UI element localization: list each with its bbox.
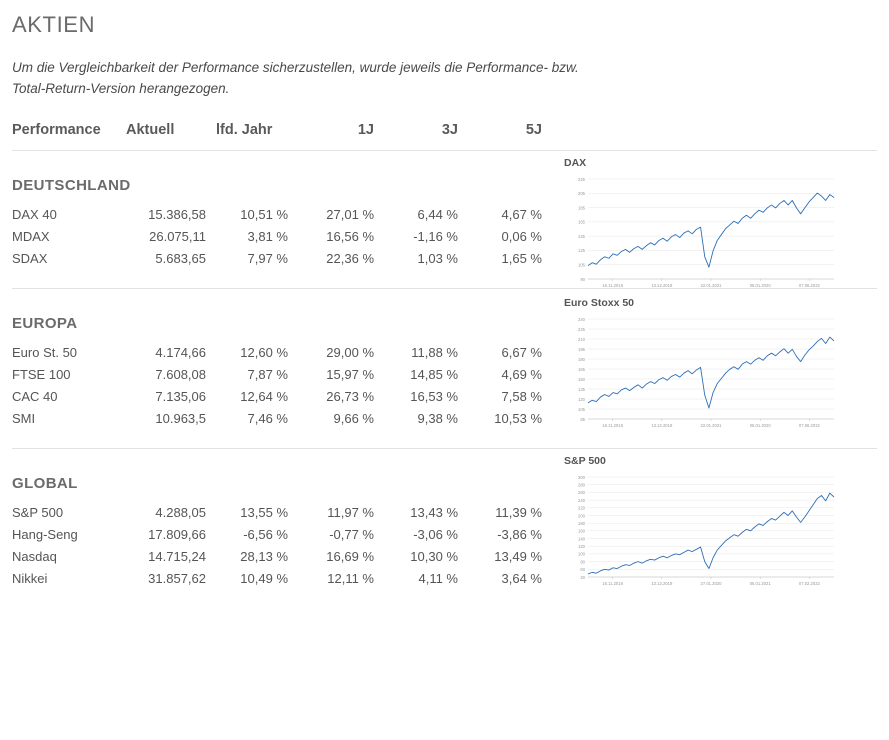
row-3j: 4,11 % [418, 571, 458, 587]
svg-text:120: 120 [578, 396, 585, 402]
row-3j: 13,43 % [410, 505, 458, 521]
row-ytd: 7,46 % [247, 411, 288, 427]
svg-text:200: 200 [578, 513, 585, 519]
svg-text:180: 180 [578, 356, 585, 362]
page-title: AKTIEN [12, 12, 96, 37]
row-3j: 11,88 % [411, 345, 458, 361]
row-5j: 10,53 % [494, 411, 542, 427]
chart-block [564, 297, 859, 433]
row-5j: 1,65 % [501, 251, 542, 267]
svg-text:120: 120 [578, 543, 585, 549]
row-aktuell: 4.174,66 [155, 345, 206, 361]
svg-text:260: 260 [578, 490, 585, 496]
table-row[interactable] [12, 204, 572, 226]
table-row[interactable] [12, 248, 572, 270]
chart-title: DAX [564, 156, 587, 169]
row-5j: 13,49 % [494, 549, 542, 565]
row-1j: 16,69 % [326, 549, 374, 565]
row-ytd: 13,55 % [240, 505, 288, 521]
index-table [12, 204, 572, 270]
svg-text:13.12.2019: 13.12.2019 [651, 580, 673, 586]
row-1j: 22,36 % [326, 251, 374, 267]
section-deutschland [12, 151, 877, 288]
index-table [12, 342, 572, 430]
svg-text:16.11.2018: 16.11.2018 [602, 422, 623, 428]
svg-text:140: 140 [578, 536, 585, 542]
svg-text:220: 220 [578, 505, 585, 511]
sections-container [12, 151, 877, 590]
svg-text:300: 300 [578, 474, 585, 480]
row-index-name: MDAX [12, 229, 50, 245]
performance-line-chart [564, 173, 842, 293]
row-5j: 0,06 % [501, 229, 542, 245]
row-1j: 9,66 % [333, 411, 374, 427]
row-3j: 1,03 % [417, 251, 458, 267]
performance-table-header [12, 122, 877, 138]
aktien-page [0, 6, 889, 740]
chart-title: Euro Stoxx 50 [564, 296, 635, 309]
table-row[interactable] [12, 502, 572, 524]
table-row[interactable] [12, 226, 572, 248]
row-1j: 29,00 % [326, 345, 374, 361]
section-title: GLOBAL [12, 474, 78, 492]
row-3j: 14,85 % [410, 367, 458, 383]
row-aktuell: 7.608,08 [155, 367, 206, 383]
svg-text:105: 105 [578, 406, 585, 412]
svg-text:165: 165 [578, 366, 585, 372]
row-ytd: 10,51 % [240, 207, 288, 223]
svg-text:160: 160 [578, 528, 585, 534]
row-ytd: 12,64 % [240, 389, 288, 405]
svg-text:07.06.2022: 07.06.2022 [798, 422, 820, 428]
row-5j: 4,69 % [501, 367, 542, 383]
svg-text:240: 240 [578, 316, 585, 322]
header-aktuell: Aktuell [126, 121, 175, 138]
header-1j: 1J [357, 121, 374, 138]
row-3j: 16,53 % [410, 389, 458, 405]
svg-text:80: 80 [580, 559, 585, 565]
row-aktuell: 31.857,62 [148, 571, 206, 587]
row-ytd: 3,81 % [247, 229, 288, 245]
row-5j: 4,67 % [501, 207, 542, 223]
table-row[interactable] [12, 546, 572, 568]
row-1j: 11,97 % [327, 505, 374, 521]
table-row[interactable] [12, 568, 572, 590]
svg-text:225: 225 [578, 326, 585, 332]
svg-text:225: 225 [578, 176, 585, 182]
row-aktuell: 7.135,06 [155, 389, 206, 405]
row-aktuell: 5.683,65 [155, 251, 206, 267]
section-global [12, 448, 877, 590]
svg-text:280: 280 [578, 482, 585, 488]
section-europa [12, 288, 877, 430]
svg-text:100: 100 [578, 551, 585, 557]
header-3j: 3J [441, 121, 458, 138]
table-row[interactable] [12, 408, 572, 430]
row-1j: 16,56 % [326, 229, 374, 245]
row-3j: -1,16 % [413, 229, 458, 245]
table-row[interactable] [12, 386, 572, 408]
svg-text:165: 165 [578, 219, 585, 225]
table-row[interactable] [12, 342, 572, 364]
section-title: EUROPA [12, 314, 78, 332]
svg-text:22.01.2021: 22.01.2021 [700, 282, 722, 288]
row-index-name: FTSE 100 [12, 367, 71, 383]
svg-text:135: 135 [578, 386, 585, 392]
performance-line-chart [564, 313, 842, 433]
row-3j: 10,30 % [410, 549, 458, 565]
row-aktuell: 10.963,5 [155, 411, 206, 427]
row-ytd: 28,13 % [240, 549, 288, 565]
header-performance: Performance [12, 121, 101, 138]
row-index-name: Hang-Seng [12, 527, 78, 543]
svg-text:05.01.2020: 05.01.2020 [749, 422, 771, 428]
header-5j: 5J [525, 121, 542, 138]
table-row[interactable] [12, 524, 572, 546]
svg-text:205: 205 [578, 190, 585, 196]
row-index-name: DAX 40 [12, 207, 57, 223]
svg-text:13.12.2019: 13.12.2019 [651, 422, 673, 428]
svg-text:145: 145 [578, 233, 585, 239]
row-3j: 6,44 % [417, 207, 458, 223]
svg-text:150: 150 [578, 376, 585, 382]
svg-text:185: 185 [578, 205, 585, 211]
svg-text:85: 85 [580, 416, 585, 422]
svg-text:105: 105 [578, 262, 585, 268]
svg-text:13.12.2019: 13.12.2019 [651, 282, 673, 288]
row-index-name: Euro St. 50 [12, 345, 78, 361]
row-aktuell: 15.386,58 [148, 207, 206, 223]
row-5j: 7,58 % [501, 389, 542, 405]
svg-text:210: 210 [578, 336, 585, 342]
row-1j: -0,77 % [329, 527, 374, 543]
chart-block [564, 157, 859, 293]
row-5j: -3,86 % [497, 527, 542, 543]
row-ytd: 10,49 % [240, 571, 288, 587]
row-5j: 11,39 % [495, 505, 542, 521]
row-index-name: Nasdaq [12, 549, 57, 565]
row-ytd: 7,87 % [247, 367, 288, 383]
svg-text:240: 240 [578, 497, 585, 503]
row-ytd: 7,97 % [247, 251, 288, 267]
svg-text:195: 195 [578, 346, 585, 352]
row-3j: -3,06 % [413, 527, 458, 543]
row-aktuell: 4.288,05 [155, 505, 206, 521]
row-index-name: SDAX [12, 251, 48, 267]
row-index-name: CAC 40 [12, 389, 58, 405]
svg-text:07.02.2022: 07.02.2022 [798, 580, 820, 586]
svg-text:60: 60 [580, 566, 585, 572]
row-aktuell: 14.715,24 [148, 549, 206, 565]
svg-text:180: 180 [578, 520, 585, 526]
row-index-name: Nikkei [12, 571, 48, 587]
index-table [12, 502, 572, 590]
header-ytd: lfd. Jahr [216, 121, 273, 138]
row-index-name: S&P 500 [12, 505, 64, 521]
row-1j: 27,01 % [326, 207, 374, 223]
svg-text:27.01.2020: 27.01.2020 [700, 580, 722, 586]
row-1j: 15,97 % [326, 367, 374, 383]
chart-block [564, 455, 859, 591]
row-5j: 6,67 % [501, 345, 542, 361]
svg-text:90: 90 [580, 276, 585, 282]
row-ytd: -6,56 % [243, 527, 288, 543]
svg-text:16.11.2018: 16.11.2018 [602, 282, 623, 288]
chart-title: S&P 500 [564, 454, 606, 467]
section-title: DEUTSCHLAND [12, 176, 131, 194]
svg-text:07.06.2022: 07.06.2022 [798, 282, 820, 288]
row-aktuell: 17.809,66 [148, 527, 206, 543]
row-index-name: SMI [12, 411, 36, 427]
intro-text: Um die Vergleichbarkeit der Performance sicherzustellen, wurde jeweils die Performance- bzw. Total-Return-Version herangezogen. [12, 60, 579, 96]
row-5j: 3,64 % [501, 571, 542, 587]
svg-text:40: 40 [580, 574, 585, 580]
svg-text:05.01.2021: 05.01.2021 [749, 580, 771, 586]
svg-text:22.01.2021: 22.01.2021 [700, 422, 722, 428]
row-ytd: 12,60 % [240, 345, 288, 361]
svg-text:16.11.2018: 16.11.2018 [602, 580, 623, 586]
row-1j: 26,73 % [326, 389, 374, 405]
svg-text:125: 125 [578, 248, 585, 254]
performance-line-chart [564, 471, 842, 591]
row-aktuell: 26.075,11 [149, 229, 206, 245]
svg-text:05.01.2020: 05.01.2020 [749, 282, 771, 288]
row-3j: 9,38 % [417, 411, 458, 427]
table-row[interactable] [12, 364, 572, 386]
row-1j: 12,11 % [327, 571, 374, 587]
